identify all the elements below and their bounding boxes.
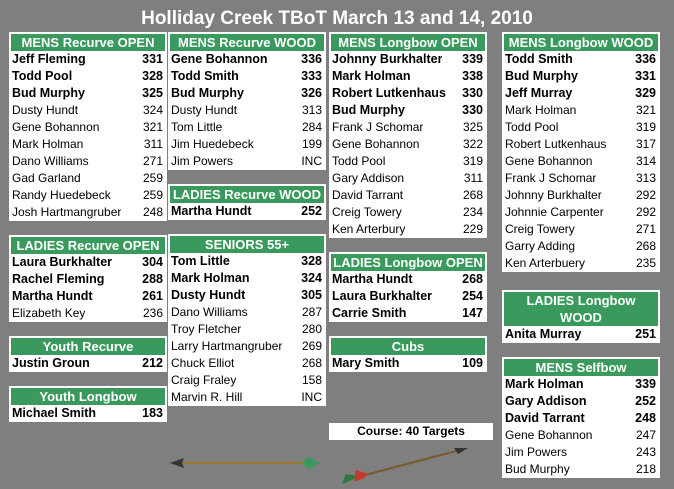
category-header: MENS Recurve OPEN [9,32,167,51]
archer-score: 235 [635,256,656,270]
archer-score: 284 [301,120,322,134]
archer-score: 305 [301,288,322,302]
archer-score: 288 [142,272,163,286]
archer-name: Laura Burkhalter [12,255,113,269]
result-row [502,255,660,272]
arrow-icon [170,456,325,470]
archer-score: 268 [462,272,483,286]
result-row [168,119,326,136]
archer-name: Tom Little [171,254,230,268]
archer-score: 236 [142,306,163,320]
archer-name: Martha Hundt [332,272,413,286]
archer-score: 311 [463,171,483,185]
result-row [9,85,167,102]
result-row [329,119,487,136]
result-row [9,254,167,271]
result-row [9,288,167,305]
result-row [9,153,167,170]
archer-score: 329 [635,86,656,100]
archer-score: 331 [635,69,656,83]
archer-name: Johnnie Carpenter [505,205,604,219]
result-row [168,270,326,287]
result-row [329,136,487,153]
archer-name: Robert Lutkenhaus [505,137,607,151]
archer-name: Dano Williams [171,305,248,319]
result-row [9,119,167,136]
result-row [329,355,487,372]
result-row [168,321,326,338]
result-row [9,136,167,153]
archer-score: 314 [635,154,656,168]
archer-name: Dusty Hundt [12,103,79,117]
archer-score: 311 [143,137,163,151]
result-row [9,355,167,372]
archer-score: 319 [462,154,483,168]
archer-name: Todd Pool [505,120,559,134]
archer-score: 261 [142,289,163,303]
archer-name: Mark Holman [505,103,577,117]
archer-score: 328 [142,69,163,83]
result-row [329,153,487,170]
category-block [9,235,167,322]
archer-score: 339 [462,52,483,66]
category-header: LADIES Longbow OPEN [329,252,487,271]
archer-name: Troy Fletcher [171,322,242,336]
archer-name: Frank J Schomar [332,120,424,134]
category-header: Cubs [329,336,487,355]
result-row [168,355,326,372]
archer-score: 109 [462,356,483,370]
category-block [9,386,167,422]
archer-score: 254 [462,289,483,303]
category-block [168,32,326,170]
archer-score: 269 [301,339,322,353]
archer-score: 259 [142,188,163,202]
archer-name: Todd Smith [505,52,573,66]
archer-score: 321 [635,103,656,117]
archer-score: 331 [142,52,163,66]
archer-name: Carrie Smith [332,306,407,320]
archer-score: 330 [462,103,483,117]
archer-score: 251 [635,327,656,341]
archer-score: 322 [462,137,483,151]
result-row [502,410,660,427]
archer-name: Bud Murphy [505,462,570,476]
result-row [502,238,660,255]
result-row [329,221,487,238]
column-2 [168,32,326,406]
result-row [502,187,660,204]
archer-score: 252 [301,204,322,218]
archer-name: Jeff Fleming [12,52,86,66]
archer-score: 280 [301,322,322,336]
archer-score: 325 [142,86,163,100]
category-block [329,252,487,322]
result-row [9,68,167,85]
result-row [502,427,660,444]
archer-score: 268 [301,356,322,370]
result-row [502,119,660,136]
category-block [502,357,660,478]
archer-name: David Tarrant [505,411,585,425]
archer-score: 158 [301,373,322,387]
result-row [168,85,326,102]
archer-name: Frank J Schomar [505,171,597,185]
archer-name: Todd Pool [12,69,73,83]
category-header: LADIES Longbow WOOD [502,290,660,326]
archer-name: Mary Smith [332,356,400,370]
archer-name: Jeff Murray [505,86,573,100]
archer-score: 183 [142,406,163,420]
archer-score: 326 [301,86,322,100]
archer-name: Gene Bohannon [171,52,268,66]
category-block [502,32,660,272]
category-block [502,290,660,343]
category-header: MENS Recurve WOOD [168,32,326,51]
archer-name: Dano Williams [12,154,89,168]
archer-name: Johnny Burkhalter [332,52,443,66]
archer-name: Larry Hartmangruber [171,339,283,353]
archer-score: 324 [142,103,163,117]
result-row [502,51,660,68]
result-row [329,288,487,305]
result-row [502,85,660,102]
result-row [168,372,326,389]
archer-name: Garry Adding [505,239,576,253]
result-row [329,68,487,85]
archer-score: 313 [635,171,656,185]
category-block [9,32,167,221]
archer-name: Martha Hundt [12,289,93,303]
archer-name: Elizabeth Key [12,306,86,320]
archer-score: 292 [635,205,656,219]
result-row [502,393,660,410]
archer-score: 317 [635,137,656,151]
result-row [502,376,660,393]
archer-score: 243 [635,445,656,459]
archer-name: Justin Groun [12,356,90,370]
course-label: Course: 40 Targets [329,423,493,440]
archer-name: Anita Murray [505,327,582,341]
result-row [9,405,167,422]
archer-score: 229 [462,222,483,236]
result-row [168,136,326,153]
category-header: Youth Longbow [9,386,167,405]
result-row [9,170,167,187]
archer-name: Gene Bohannon [332,137,420,151]
archer-name: Michael Smith [12,406,97,420]
page-title: Holliday Creek TBoT March 13 and 14, 2010 [141,8,533,29]
archer-score: INC [301,390,322,404]
result-row [168,253,326,270]
archer-score: 319 [635,120,656,134]
archer-score: 147 [462,306,483,320]
archer-name: Jim Huedebeck [171,137,254,151]
archer-score: 304 [142,255,163,269]
archer-score: 287 [301,305,322,319]
archer-name: Creig Towery [332,205,402,219]
category-block [9,336,167,372]
archer-name: Gad Garland [12,171,81,185]
result-row [502,221,660,238]
archer-name: Mark Holman [12,137,84,151]
result-row [329,85,487,102]
archer-score: INC [301,154,322,168]
column-3 [329,32,487,372]
archer-score: 336 [301,52,322,66]
archer-name: Rachel Fleming [12,272,105,286]
category-header: MENS Selfbow [502,357,660,376]
archer-name: Bud Murphy [12,86,85,100]
result-row [168,102,326,119]
column-4 [502,32,660,478]
archer-score: 212 [142,356,163,370]
archer-score: 339 [635,377,656,391]
archer-name: Gene Bohannon [12,120,100,134]
archer-name: Josh Hartmangruber [12,205,122,219]
archer-score: 324 [301,271,322,285]
archer-name: Robert Lutkenhaus [332,86,446,100]
result-row [502,102,660,119]
archer-name: Dusty Hundt [171,288,246,302]
archer-name: Creig Towery [505,222,575,236]
archer-name: Johnny Burkhalter [505,188,602,202]
archer-name: Todd Pool [332,154,386,168]
archer-name: Bud Murphy [332,103,405,117]
column-1 [9,32,167,422]
result-row [9,51,167,68]
archer-score: 338 [462,69,483,83]
archer-name: Mark Holman [171,271,250,285]
archer-name: Randy Huedebeck [12,188,111,202]
result-row [168,203,326,220]
archer-name: Jim Powers [171,154,234,168]
feather-arrow-icon [338,440,468,486]
result-row [502,153,660,170]
archer-score: 330 [462,86,483,100]
result-row [168,51,326,68]
archer-name: Martha Hundt [171,204,252,218]
result-row [168,287,326,304]
result-row [9,271,167,288]
archer-name: Chuck Elliot [171,356,235,370]
result-row [168,68,326,85]
archer-score: 252 [635,394,656,408]
archer-name: Dusty Hundt [171,103,238,117]
archer-score: 199 [301,137,322,151]
result-row [329,204,487,221]
archer-score: 333 [301,69,322,83]
result-row [168,153,326,170]
category-header: MENS Longbow OPEN [329,32,487,51]
archer-score: 321 [142,120,163,134]
category-block [329,32,487,238]
archer-name: Bud Murphy [505,69,578,83]
result-row [9,305,167,322]
archer-name: Bud Murphy [171,86,244,100]
archer-name: Todd Smith [171,69,239,83]
archer-name: Marvin R. Hill [171,390,243,404]
archer-name: Gary Addison [505,394,587,408]
category-header: MENS Longbow WOOD [502,32,660,51]
result-row [502,170,660,187]
result-row [329,187,487,204]
archer-score: 328 [301,254,322,268]
category-block [168,234,326,406]
category-header: SENIORS 55+ [168,234,326,253]
archer-score: 325 [462,120,483,134]
archer-name: Gene Bohannon [505,154,593,168]
result-row [502,444,660,461]
archer-score: 336 [635,52,656,66]
archer-name: David Tarrant [332,188,404,202]
archer-score: 292 [635,188,656,202]
archer-score: 271 [635,222,656,236]
category-header: Youth Recurve [9,336,167,355]
result-row [329,51,487,68]
result-row [329,271,487,288]
category-header: LADIES Recurve WOOD [168,184,326,203]
archer-score: 271 [142,154,163,168]
result-row [168,338,326,355]
result-row [9,187,167,204]
result-row [502,68,660,85]
archer-name: Ken Arterbuery [505,256,586,270]
result-row [168,304,326,321]
result-row [9,204,167,221]
result-row [329,305,487,322]
result-row [329,102,487,119]
result-row [168,389,326,406]
archer-score: 248 [635,411,656,425]
category-block [168,184,326,220]
archer-score: 313 [301,103,322,117]
result-row [9,102,167,119]
archer-score: 268 [462,188,483,202]
archer-name: Gene Bohannon [505,428,593,442]
archer-score: 259 [142,171,163,185]
archer-score: 248 [142,205,163,219]
archer-score: 268 [635,239,656,253]
archer-name: Mark Holman [505,377,584,391]
archer-name: Gary Addison [332,171,405,185]
archer-score: 234 [462,205,483,219]
category-header: LADIES Recurve OPEN [9,235,167,254]
result-row [502,461,660,478]
archer-name: Craig Fraley [171,373,237,387]
result-row [502,136,660,153]
archer-name: Jim Powers [505,445,568,459]
category-block [329,336,487,372]
archer-score: 247 [635,428,656,442]
archer-name: Mark Holman [332,69,411,83]
result-row [502,326,660,343]
archer-name: Ken Arterbury [332,222,406,236]
archer-name: Laura Burkhalter [332,289,433,303]
result-row [329,170,487,187]
archer-name: Tom Little [171,120,223,134]
result-row [502,204,660,221]
archer-score: 218 [635,462,656,476]
